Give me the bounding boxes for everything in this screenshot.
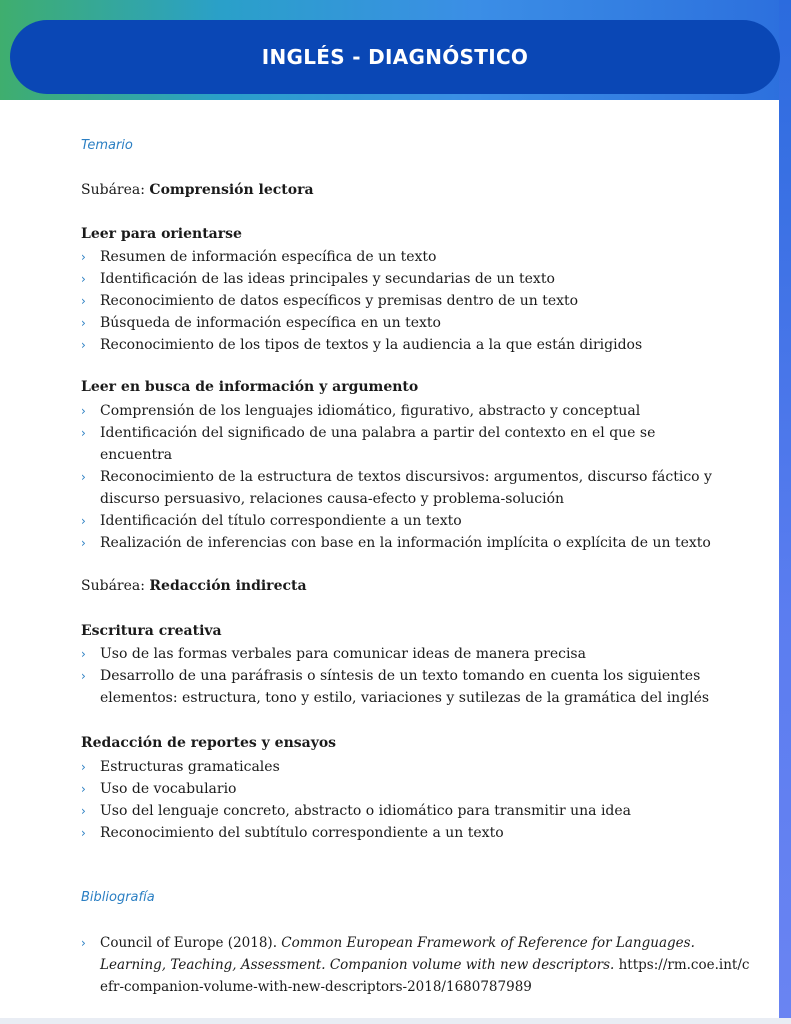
bib-url[interactable]: https://rm.coe.int/cefr-companion-volume-with-new-descriptors-2018/1680787989 (100, 957, 750, 995)
chevron-right-icon: › (81, 669, 86, 683)
chevron-right-icon: › (81, 338, 86, 352)
topic-list (81, 756, 731, 844)
subarea-heading (81, 182, 314, 198)
bib-author: Council of Europe (2018). (100, 935, 277, 951)
block-title: Escritura creativa (81, 623, 222, 639)
list-item: › Realización de inferencias con base en la información implícita o explícita de un texto (81, 532, 731, 554)
chevron-right-icon: › (81, 294, 86, 308)
title-banner (10, 20, 780, 94)
list-item: › Uso de vocabulario (81, 778, 731, 800)
chevron-right-icon: › (81, 536, 86, 550)
chevron-right-icon: › (81, 316, 86, 330)
block-title: Leer para orientarse (81, 226, 242, 242)
list-item: › Reconocimiento de datos específicos y premisas dentro de un texto (81, 290, 731, 312)
chevron-right-icon: › (81, 936, 86, 950)
subarea-name: Comprensión lectora (149, 182, 314, 198)
bibliografia-label: Bibliografía (81, 890, 155, 905)
list-item: › Uso de las formas verbales para comunicar ideas de manera precisa (81, 643, 731, 665)
right-edge-strip (779, 0, 791, 1024)
bib-title: Common European Framework of Reference for Languages. Learning, Teaching, Assessment. Companion volume with new descriptors. (100, 935, 695, 973)
chevron-right-icon: › (81, 470, 86, 484)
chevron-right-icon: › (81, 804, 86, 818)
chevron-right-icon: › (81, 647, 86, 661)
topic-list (81, 643, 731, 709)
list-item: › Reconocimiento de la estructura de textos discursivos: argumentos, discurso fáctico y discurso persuasivo, relaciones causa-efecto y problema-solución (81, 466, 731, 510)
page-title: INGLÉS - DIAGNÓSTICO (261, 45, 529, 69)
chevron-right-icon: › (81, 250, 86, 264)
list-item: › Resumen de información específica de un texto (81, 246, 731, 268)
list-item: › Búsqueda de información específica en un texto (81, 312, 731, 334)
list-item: › Reconocimiento del subtítulo correspondiente a un texto (81, 822, 731, 844)
chevron-right-icon: › (81, 426, 86, 440)
chevron-right-icon: › (81, 404, 86, 418)
list-item: › Identificación del título correspondiente a un texto (81, 510, 731, 532)
list-item: › Comprensión de los lenguajes idiomático, figurativo, abstracto y conceptual (81, 400, 731, 422)
topic-list (81, 246, 731, 356)
list-item: › Identificación de las ideas principales y secundarias de un texto (81, 268, 731, 290)
list-item: › Desarrollo de una paráfrasis o síntesis de un texto tomando en cuenta los siguientes elementos: estructura, tono y estilo, variaciones y sutilezas de la gramática del inglés (81, 665, 731, 709)
subarea-prefix: Subárea: (81, 182, 145, 198)
chevron-right-icon: › (81, 760, 86, 774)
topic-list (81, 400, 731, 554)
bibliography-entry (81, 932, 750, 998)
list-item: › Identificación del significado de una palabra a partir del contexto en el que se encuentra (81, 422, 731, 466)
subarea-name: Redacción indirecta (149, 578, 307, 594)
list-item: › Reconocimiento de los tipos de textos y la audiencia a la que están dirigidos (81, 334, 731, 356)
page-bottom-border (0, 1018, 791, 1024)
chevron-right-icon: › (81, 826, 86, 840)
block-title: Leer en busca de información y argumento (81, 379, 419, 395)
chevron-right-icon: › (81, 272, 86, 286)
chevron-right-icon: › (81, 782, 86, 796)
subarea-prefix: Subárea: (81, 578, 145, 594)
subarea-heading (81, 578, 307, 594)
chevron-right-icon: › (81, 514, 86, 528)
temario-label: Temario (81, 138, 133, 153)
list-item: › Estructuras gramaticales (81, 756, 731, 778)
block-title: Redacción de reportes y ensayos (81, 735, 337, 751)
list-item: › Uso del lenguaje concreto, abstracto o idiomático para transmitir una idea (81, 800, 731, 822)
